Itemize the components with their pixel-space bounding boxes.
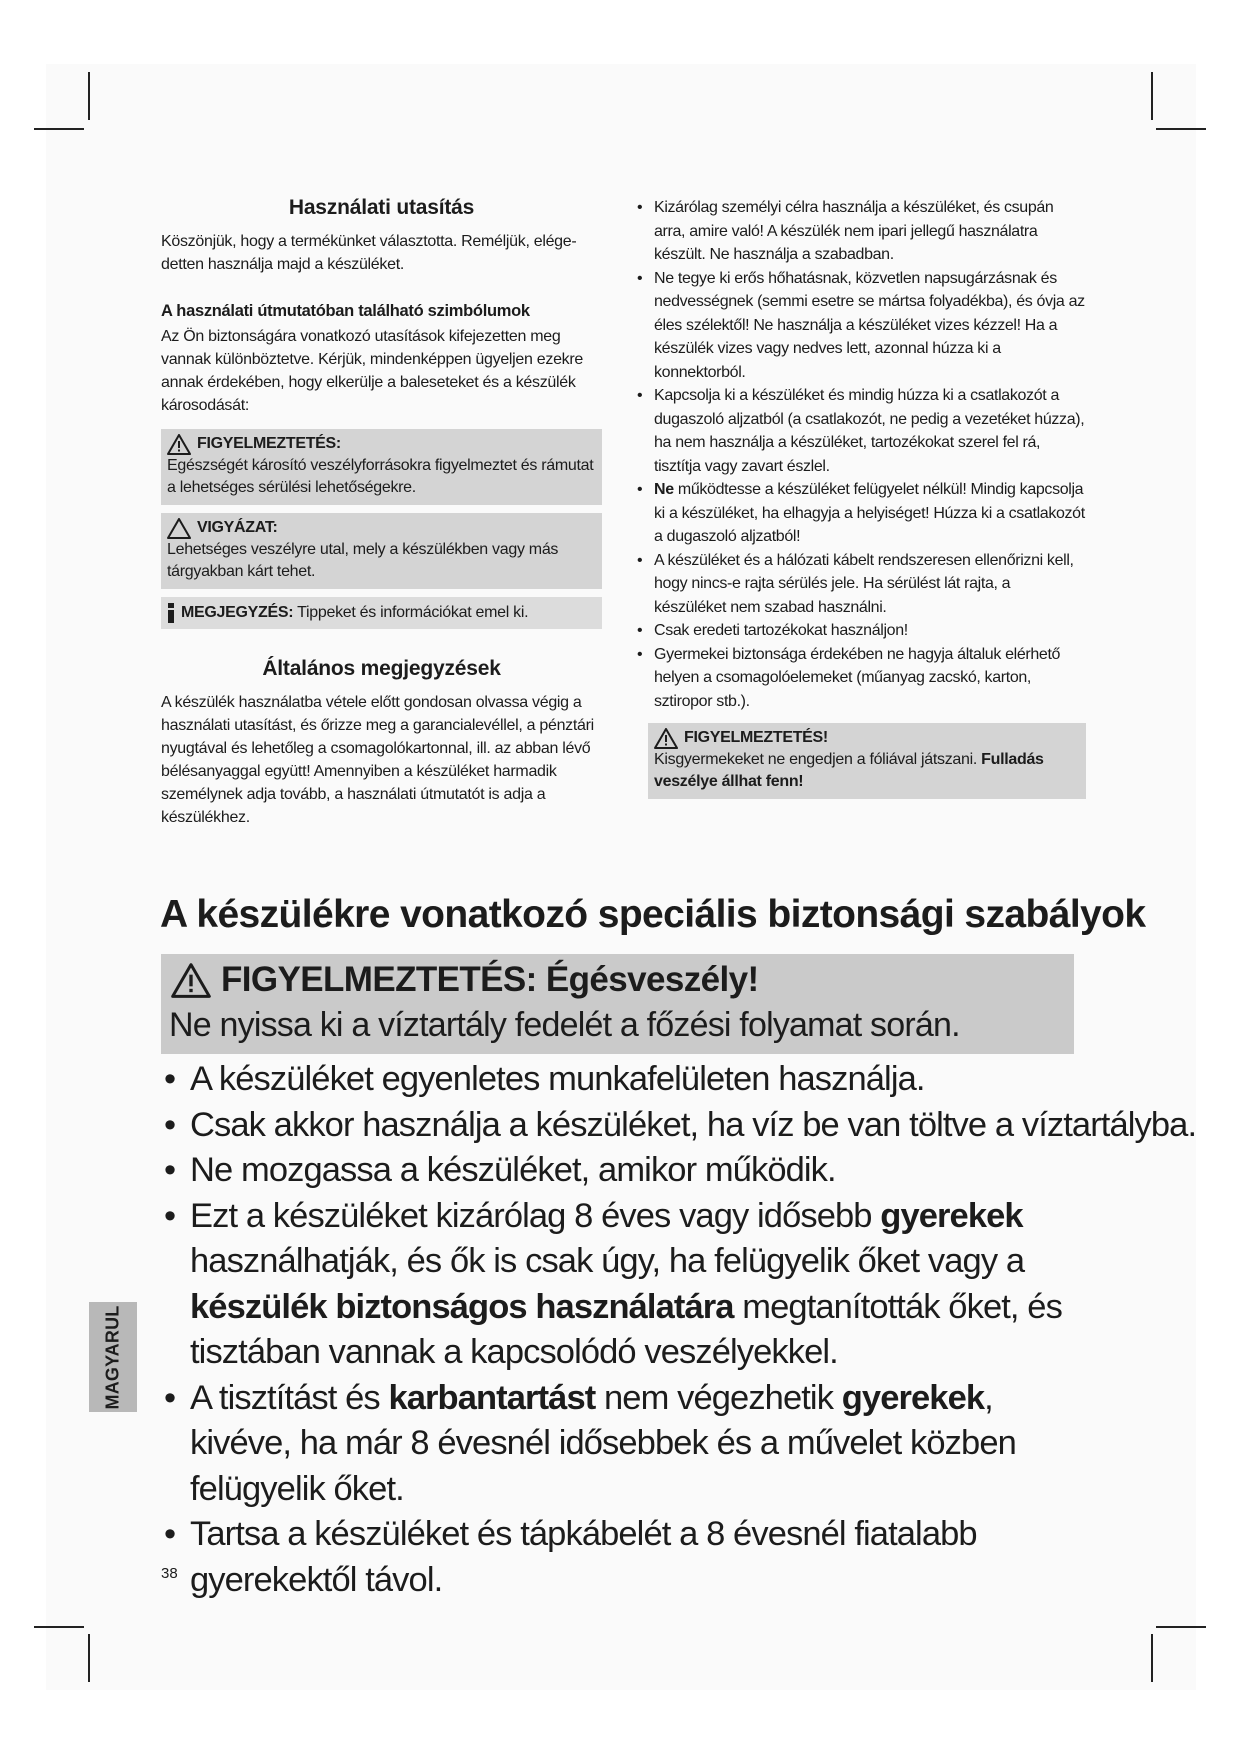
bold-text: gyerekek [880, 1196, 1023, 1235]
warning-label: FIGYELMEZTETÉS: [197, 435, 341, 452]
info-icon [167, 603, 175, 623]
text: használhatják, és ők is csak úgy, ha felügyelik őket vagy a [190, 1242, 1025, 1280]
caution-label: VIGYÁZAT: [197, 519, 278, 536]
text: Ezt a készüléket kizárólag 8 éves vagy idősebb [190, 1196, 881, 1235]
page-number: 38 [161, 1565, 178, 1582]
list-item: • Ne mozgassa a készüléket, amikor működik. [161, 1148, 1101, 1194]
intro-text: Köszönjük, hogy a termékünket választotta. Reméljük, elégedetten használja majd a készüléket. [161, 233, 577, 273]
bold-text: karbantartást [388, 1378, 596, 1417]
crop-mark [88, 72, 90, 120]
warning-text: Kisgyermekeket ne engedjen a fóliával játszani. [654, 751, 982, 768]
crop-mark [1156, 1626, 1206, 1628]
list-item: • Kizárólag személyi célra használja a készüléket, és csupán arra, amire való! A készülék nem ipari jellegű használatra készült. Ne használja a szabadban. [634, 196, 1086, 267]
list-item: • Kapcsolja ki a készüléket és mindig húzza ki a csatlakozót a dugaszoló aljzatból (a csatlakozót, ne pedig a vezetéket húzza), ha nem használja a készüléket, tartozékokat szerel fel rá, tisztítja vagy zavart észlel. [634, 384, 1086, 478]
burn-warning-heading: FIGYELMEZTETÉS: Égésveszély! [221, 960, 759, 999]
bold-ne: Ne [654, 481, 674, 498]
symbols-heading: A használati útmutatóban található szimbólumok [161, 302, 530, 320]
list-item-text: működtesse a készüléket felügyelet nélkül! Mindig kapcsolja ki a készüléket, ha elhagyja a helyiséget! Húzza ki a csatlakozót a dugaszoló aljzatból! [654, 481, 1085, 545]
text: , kivéve, ha már 8 évesnél idősebbek és a művelet közben felügyelik őket. [190, 1378, 1016, 1508]
text: megtanították őket, és tisztában vannak a kapcsolódó veszélyekkel. [190, 1287, 1062, 1371]
right-column [634, 196, 1086, 799]
list-item: • Gyermekei biztonsága érdekében ne hagyja általuk elérhető helyen a csomagolóelemeket (műanyag zacskó, karton, sztiropor stb.). [634, 643, 1086, 714]
note-label: MEGJEGYZÉS: [181, 604, 294, 621]
burn-warning-text: Ne nyissa ki a víztartály fedelét a főzési folyamat során. [169, 1006, 960, 1044]
crop-mark [34, 1626, 84, 1628]
warning-bold-text: Fulladás veszélye állhat fenn! [654, 751, 1044, 790]
list-item: • Ne tegye ki erős hőhatásnak, közvetlen napsugárzásnak és nedvességnek (semmi esetre se mártsa folyadékba), és óvja az éles szélektől! Ne használja a készüléket vizes kézzel! Ha a készülék vizes vagy nedves lett, azonnal húzza ki a konnektorból. [634, 267, 1086, 385]
list-item [634, 478, 1086, 549]
warning-triangle-icon [167, 434, 191, 455]
special-safety-title: A készülékre vonatkozó speciális biztonsági szabályok [160, 893, 1146, 936]
warning-triangle-icon [654, 728, 678, 749]
list-item: • A készüléket és a hálózati kábelt rendszeresen ellenőrizni kell, hogy nincs-e rajta sérülés jele. Ha sérülést lát rajta, a készüléket nem szabad használni. [634, 549, 1086, 620]
crop-mark [34, 128, 84, 130]
note-text: Tippeket és információkat emel ki. [297, 604, 529, 621]
caution-box [161, 513, 602, 589]
foil-warning-box [648, 723, 1086, 799]
crop-mark [88, 1634, 90, 1682]
list-item: • Csak akkor használja a készüléket, ha víz be van töltve a víztartályba. [161, 1103, 1101, 1149]
crop-mark [1156, 128, 1206, 130]
warning-label: FIGYELMEZTETÉS! [684, 729, 828, 746]
text: nem végezhetik [595, 1378, 842, 1417]
burn-warning-box [161, 954, 1074, 1054]
list-item: • A készüléket egyenletes munkafelületen használja. [161, 1057, 1101, 1103]
caution-triangle-icon [167, 518, 191, 539]
bold-text: készülék biztonságos használatára [190, 1287, 734, 1326]
list-item [161, 1194, 1101, 1376]
left-column [161, 196, 602, 829]
language-label: MAGYARUL [102, 1305, 123, 1409]
list-item: • Tartsa a készüléket és tápkábelét a 8 évesnél fiatalabb gyerekektől távol. [161, 1512, 1101, 1603]
language-tab [89, 1302, 137, 1412]
bold-text: gyerekek [841, 1378, 985, 1417]
manual-title: Használati utasítás [288, 196, 475, 219]
note-box [161, 597, 602, 629]
list-item [161, 1376, 1101, 1513]
general-title: Általános megjegyzések [262, 657, 501, 680]
crop-mark [1151, 1634, 1153, 1682]
special-rules-list [161, 1057, 1197, 1603]
warning-text: Egészségét károsító veszélyforrásokra figyelmeztet és rámutat a lehetséges sérülési lehetőségekre. [167, 457, 594, 496]
warning-triangle-icon [171, 963, 211, 998]
warning-box [161, 429, 602, 505]
safety-list [634, 196, 1086, 713]
symbols-text: Az Ön biztonságára vonatkozó utasítások kifejezetten meg vannak különböztetve. Kérjük, mindenképpen ügyeljen ezekre annak érdekében, hogy elkerülje a baleseteket és a készülék károsodását: [161, 328, 583, 414]
text: A tisztítást és [190, 1378, 389, 1417]
list-item: • Csak eredeti tartozékokat használjon! [634, 619, 1086, 643]
general-text: A készülék használatba vétele előtt gondosan olvassa végig a használati utasítást, és őrizze meg a garancialevéllel, a pénztári nyugtával és lehetőleg a csomagolókartonnal, ill. az abban lévő bélésanyaggal együtt! Amennyiben a készüléket harmadik személynek adja tovább, a használati útmutatót is adja a készülékhez. [161, 694, 594, 826]
crop-mark [1151, 72, 1153, 120]
caution-text: Lehetséges veszélyre utal, mely a készülékben vagy más tárgyakban kárt tehet. [167, 541, 559, 580]
